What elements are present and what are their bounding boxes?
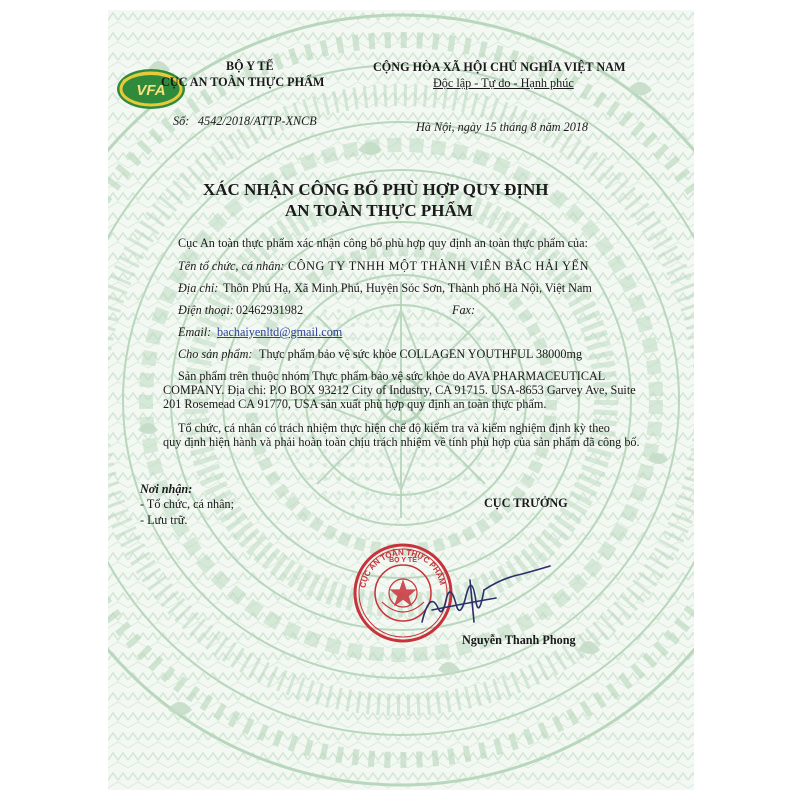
- email-label: Email:: [178, 325, 212, 339]
- paragraph2-line2: quy định hiện hành và phải hoàn toàn chịu trách nhiệm về tính phù hợp của sản phẩm đã công bố.: [163, 435, 640, 449]
- fax-label: Fax:: [452, 303, 476, 317]
- country-name: CỘNG HÒA XÃ HỘI CHỦ NGHĨA VIỆT NAM: [373, 60, 626, 74]
- seal-ring-text: CỤC AN TOÀN THỰC PHẨM: [358, 547, 448, 589]
- place-and-date: Hà Nội, ngày 15 tháng 8 năm 2018: [416, 120, 588, 134]
- document-title-line1: XÁC NHẬN CÔNG BỐ PHÙ HỢP QUY ĐỊNH: [203, 180, 549, 199]
- department-name: CỤC AN TOÀN THỰC PHẨM: [161, 75, 325, 89]
- recipients-label: Nơi nhận:: [140, 482, 193, 496]
- paragraph1-line2: COMPANY. Địa chỉ: P.O BOX 93212 City of Industry, CA 91715. USA-8653 Garvey Ave, Suite: [163, 383, 636, 397]
- paragraph2-line1: Tổ chức, cá nhân có trách nhiệm thực hiện chế độ kiểm tra và kiểm nghiệm định kỳ theo: [178, 421, 610, 435]
- signer-name: Nguyễn Thanh Phong: [462, 633, 576, 647]
- phone-label: Điện thoại:: [178, 303, 234, 317]
- vfa-logo: [115, 65, 187, 113]
- vfa-logo-text: VFA: [136, 82, 166, 99]
- document-number-value: 4542/2018/ATTP-XNCB: [198, 114, 317, 128]
- paragraph1-line3: 201 Rosemead CA 91770, USA sản xuất phù hợp quy định an toàn thực phẩm.: [163, 397, 547, 411]
- seal-top-text: BỘ Y TẾ: [389, 557, 417, 564]
- org-value: CÔNG TY TNHH MỘT THÀNH VIÊN BẮC HẢI YẾN: [288, 259, 590, 273]
- email-link[interactable]: bachaiyenltd@gmail.com: [217, 325, 343, 339]
- product-label: Cho sản phẩm:: [178, 347, 253, 361]
- national-motto: Độc lập - Tự do - Hạnh phúc: [433, 76, 574, 90]
- recipient-item-1: - Tổ chức, cá nhân;: [140, 497, 235, 511]
- document-title-line2: AN TOÀN THỰC PHẨM: [285, 201, 473, 220]
- signer-title: CỤC TRƯỞNG: [484, 496, 568, 510]
- intro-text: Cục An toàn thực phẩm xác nhận công bố phù hợp quy định an toàn thực phẩm của:: [178, 236, 588, 250]
- document-number-label: Số:: [173, 114, 190, 128]
- recipient-item-2: - Lưu trữ.: [140, 513, 188, 527]
- address-value: Thôn Phú Hạ, Xã Minh Phú, Huyện Sóc Sơn, Thành phố Hà Nội, Việt Nam: [223, 281, 592, 295]
- paragraph1-line1: Sản phẩm trên thuộc nhóm Thực phẩm bảo vệ sức khỏe do AVA PHARMACEUTICAL: [178, 369, 606, 383]
- ministry-name: BỘ Y TẾ: [226, 59, 274, 73]
- org-label: Tên tổ chức, cá nhân:: [178, 259, 285, 273]
- phone-value: 02462931982: [236, 303, 304, 317]
- handwritten-signature: [412, 560, 552, 635]
- address-label: Địa chỉ:: [178, 281, 219, 295]
- product-value: Thực phẩm bảo vệ sức khỏe COLLAGEN YOUTHFUL 38000mg: [259, 347, 583, 361]
